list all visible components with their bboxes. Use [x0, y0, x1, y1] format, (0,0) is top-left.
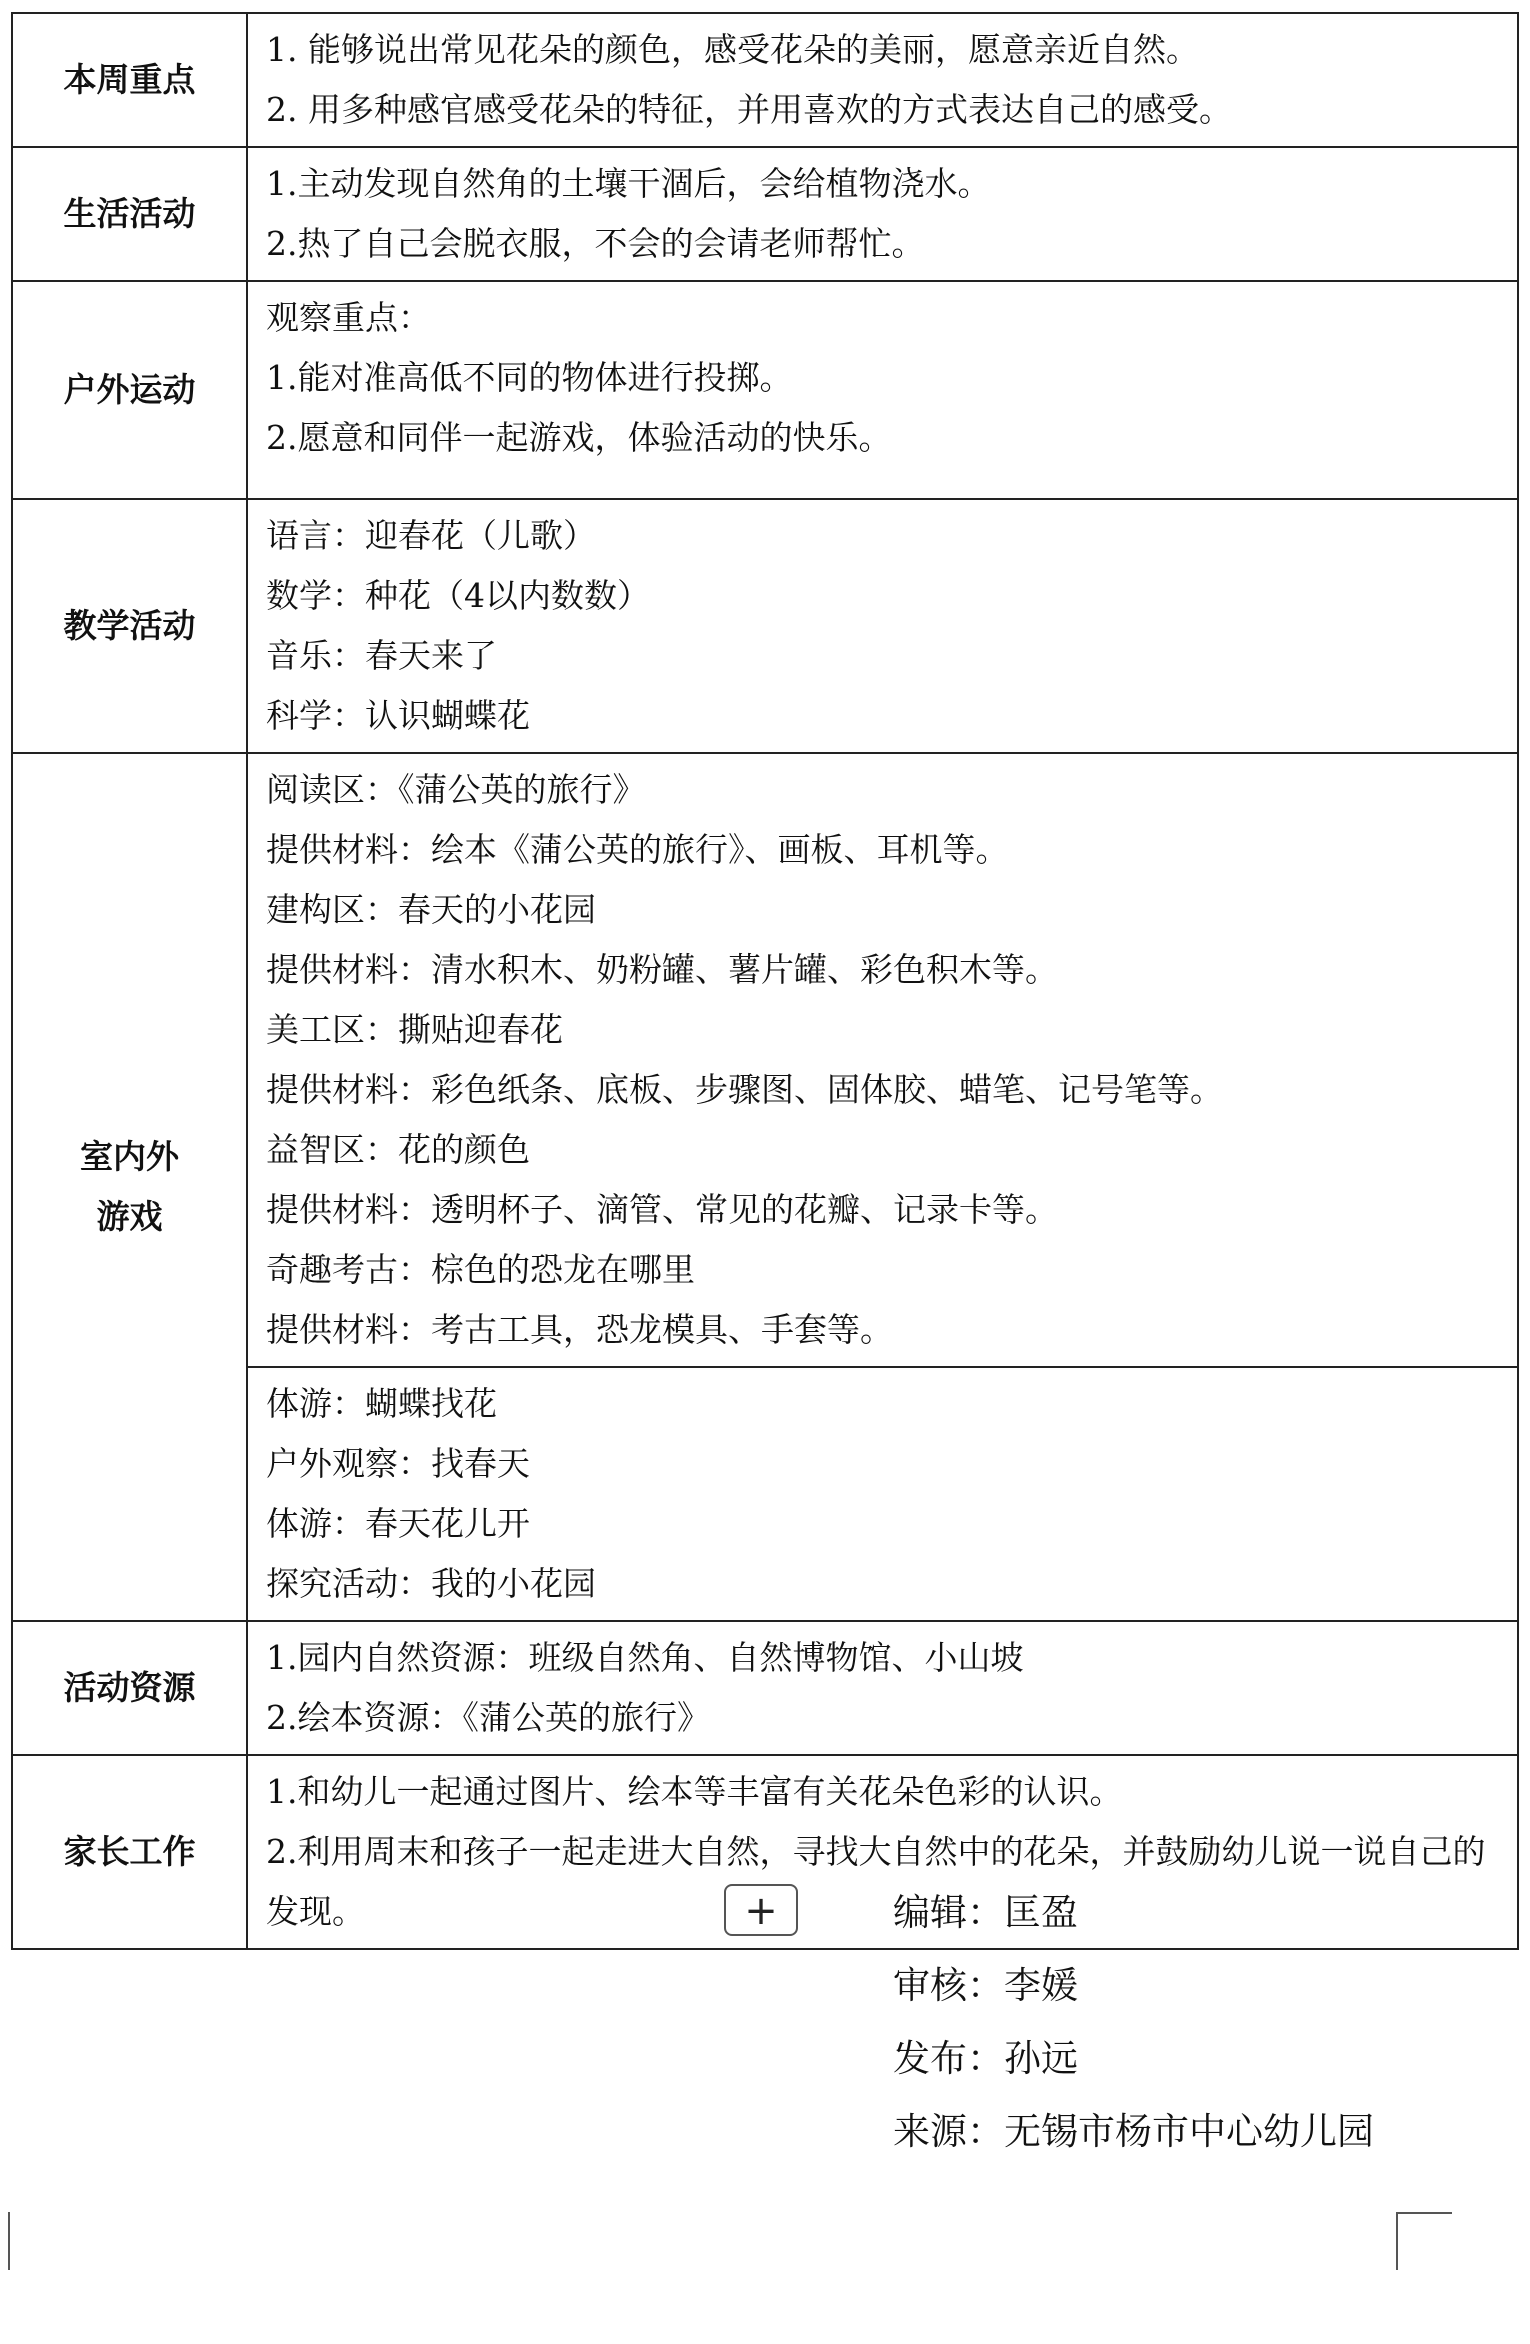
content-line: 观察重点：	[266, 298, 431, 337]
content-line: 2.利用周末和孩子一起走进大自然，寻找大自然中的花朵，并鼓励幼儿说一说自己的发现。	[266, 1832, 1486, 1931]
page-corner-mark-right	[1396, 2212, 1452, 2214]
content-line: 阅读区：《蒲公英的旅行》	[266, 770, 646, 809]
row-content	[247, 147, 1518, 281]
content-line: 美工区：撕贴迎春花	[266, 1010, 563, 1049]
row-content	[247, 281, 1518, 499]
indoor-games-content	[247, 753, 1518, 1367]
page-corner-mark-left	[8, 2212, 10, 2270]
content-line: 奇趣考古：棕色的恐龙在哪里	[266, 1250, 695, 1289]
content-line: 2.绘本资源：《蒲公英的旅行》	[266, 1698, 710, 1737]
row-header-text: 户外运动	[63, 370, 196, 409]
content-line: 提供材料：绘本《蒲公英的旅行》、画板、耳机等。	[266, 830, 1009, 869]
content-line: 探究活动：我的小花园	[266, 1564, 596, 1603]
publisher-credit: 发布：孙远	[893, 2037, 1078, 2080]
table-row-teaching	[12, 499, 1518, 753]
row-header-text: 游戏	[96, 1197, 163, 1236]
table-row-resources	[12, 1621, 1518, 1755]
row-header	[12, 147, 247, 281]
table-row-weekly-focus	[12, 13, 1518, 147]
row-content	[247, 13, 1518, 147]
content-line: 2.热了自己会脱衣服，不会的会请老师帮忙。	[266, 224, 925, 263]
reviewer-credit: 审核：李媛	[893, 1964, 1078, 2007]
content-line: 1. 能够说出常见花朵的颜色，感受花朵的美丽，愿意亲近自然。	[266, 30, 1199, 69]
content-line: 1.园内自然资源：班级自然角、自然博物馆、小山坡	[266, 1638, 1024, 1677]
credits-block	[893, 1876, 1374, 2168]
content-line: 提供材料：考古工具，恐龙模具、手套等。	[266, 1310, 893, 1349]
table-row-daily-life	[12, 147, 1518, 281]
content-line: 科学：认识蝴蝶花	[266, 696, 530, 735]
content-line: 建构区：春天的小花园	[266, 890, 596, 929]
content-line: 1.主动发现自然角的土壤干涸后，会给植物浇水。	[266, 164, 991, 203]
row-header-text: 生活活动	[63, 194, 196, 233]
outdoor-games-content	[247, 1367, 1518, 1621]
row-header-text: 室内外	[80, 1137, 179, 1176]
row-header	[12, 281, 247, 499]
row-header	[12, 1755, 247, 1949]
content-line: 体游：春天花儿开	[266, 1504, 530, 1543]
weekly-plan-table	[11, 12, 1519, 1950]
row-content	[247, 499, 1518, 753]
page-corner-mark-right	[1396, 2212, 1398, 2270]
row-header-text: 教学活动	[63, 606, 196, 645]
row-header-text: 本周重点	[63, 60, 196, 99]
content-line: 2.愿意和同伴一起游戏，体验活动的快乐。	[266, 418, 892, 457]
row-header-text: 活动资源	[63, 1668, 196, 1707]
content-line: 1.和幼儿一起通过图片、绘本等丰富有关花朵色彩的认识。	[266, 1772, 1123, 1811]
row-header	[12, 499, 247, 753]
content-line: 2. 用多种感官感受花朵的特征，并用喜欢的方式表达自己的感受。	[266, 90, 1232, 129]
row-header-text: 家长工作	[63, 1832, 196, 1871]
row-content	[247, 1621, 1518, 1755]
content-line: 提供材料：清水积木、奶粉罐、薯片罐、彩色积木等。	[266, 950, 1058, 989]
content-line: 语言：迎春花（儿歌）	[266, 516, 596, 555]
row-header	[12, 1621, 247, 1755]
source-credit: 来源：无锡市杨市中心幼儿园	[893, 2110, 1374, 2153]
content-line: 提供材料：透明杯子、滴管、常见的花瓣、记录卡等。	[266, 1190, 1058, 1229]
content-line: 益智区：花的颜色	[266, 1130, 530, 1169]
add-button[interactable]: +	[724, 1884, 798, 1936]
content-line: 提供材料：彩色纸条、底板、步骤图、固体胶、蜡笔、记号笔等。	[266, 1070, 1223, 1109]
content-line: 户外观察：找春天	[266, 1444, 530, 1483]
editor-credit: 编辑：匡盈	[893, 1891, 1078, 1934]
content-line: 音乐：春天来了	[266, 636, 497, 675]
content-line: 1.能对准高低不同的物体进行投掷。	[266, 358, 793, 397]
row-header	[12, 13, 247, 147]
content-line: 体游：蝴蝶找花	[266, 1384, 497, 1423]
table-row-outdoor-sports	[12, 281, 1518, 499]
table-row-games-indoor	[12, 753, 1518, 1367]
content-line: 数学：种花（4以内数数）	[266, 576, 650, 615]
row-header	[12, 753, 247, 1621]
